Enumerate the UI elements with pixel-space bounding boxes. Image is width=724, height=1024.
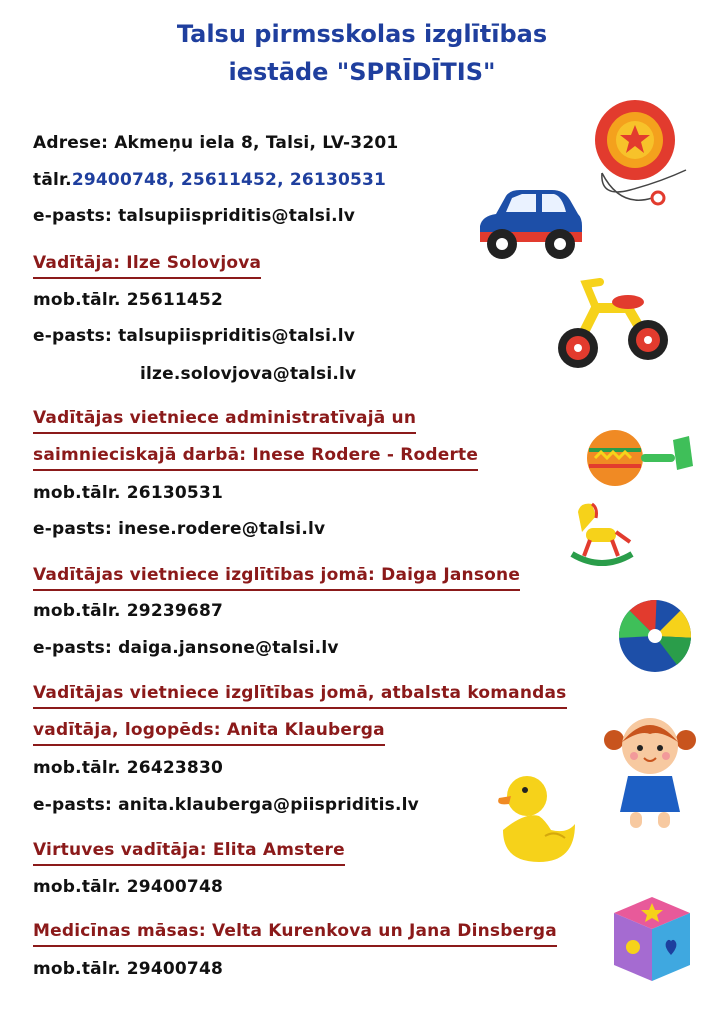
kitchen-heading: Virtuves vadītāja: Elita Amstere — [33, 840, 345, 866]
address-text: Adrese: Akmeņu iela 8, Talsi, LV-3201 — [33, 133, 399, 153]
deputy-edu-email: e-pasts: daiga.jansone@talsi.lv — [33, 638, 339, 658]
deputy-support-email: e-pasts: anita.klauberga@piispriditis.lv — [33, 795, 419, 815]
phone-label: tālr. — [33, 170, 72, 190]
toy-car-icon — [474, 186, 586, 266]
address-email: e-pasts: talsupiispriditis@talsi.lv — [33, 206, 356, 226]
rattle-icon — [585, 426, 695, 490]
phone-numbers: 29400748, 25611452, 26130531 — [71, 170, 387, 190]
director-phone: mob.tālr. 25611452 — [33, 290, 224, 310]
deputy-admin-heading-1: Vadītājas vietniece administratīvajā un — [33, 408, 416, 434]
deputy-support-heading-2: vadītāja, logopēds: Anita Klauberga — [33, 720, 385, 746]
rocking-horse-icon — [568, 498, 636, 568]
kitchen-phone: mob.tālr. 29400748 — [33, 877, 224, 897]
director-heading: Vadītāja: Ilze Solovjova — [33, 253, 261, 279]
director-email-2: ilze.solovjova@talsi.lv — [140, 364, 357, 384]
deputy-edu-heading: Vadītājas vietniece izglītības jomā: Daiga Jansone — [33, 565, 520, 591]
toy-block-icon — [610, 893, 694, 985]
title-line-1: Talsu pirmsskolas izglītības — [176, 20, 548, 48]
beach-ball-icon — [617, 598, 693, 674]
address-phone — [33, 170, 386, 190]
deputy-edu-phone: mob.tālr. 29239687 — [33, 601, 224, 621]
deputy-admin-email: e-pasts: inese.rodere@talsi.lv — [33, 519, 326, 539]
page-title — [0, 15, 724, 91]
deputy-admin-phone: mob.tālr. 26130531 — [33, 483, 224, 503]
yoyo-icon — [590, 98, 690, 213]
deputy-support-phone: mob.tālr. 26423830 — [33, 758, 224, 778]
director-email: e-pasts: talsupiispriditis@talsi.lv — [33, 326, 356, 346]
deputy-admin-heading-2: saimnieciskajā darbā: Inese Rodere - Roderte — [33, 445, 478, 471]
doll-icon — [600, 712, 700, 830]
balance-bike-icon — [556, 278, 672, 372]
rubber-duck-icon — [495, 772, 579, 864]
deputy-support-heading-1: Vadītājas vietniece izglītības jomā, atbalsta komandas — [33, 683, 567, 709]
title-line-2: iestāde "SPRĪDĪTIS" — [228, 58, 496, 86]
nurses-phone: mob.tālr. 29400748 — [33, 959, 224, 979]
nurses-heading: Medicīnas māsas: Velta Kurenkova un Jana Dinsberga — [33, 921, 557, 947]
